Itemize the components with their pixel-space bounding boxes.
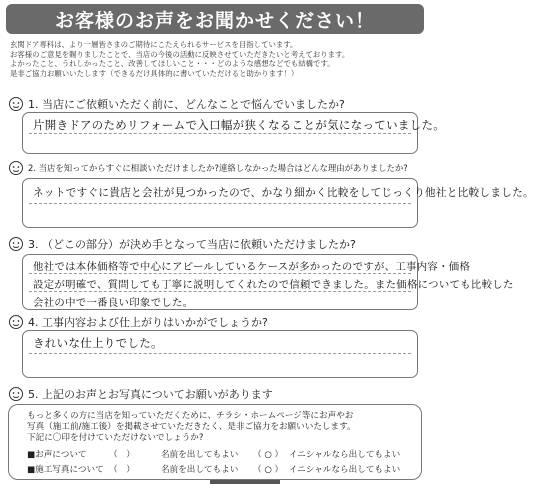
question-2 <box>8 160 408 176</box>
page-title: お客様のお声をお聞かせください！ <box>6 4 424 34</box>
request-line: 下記に〇印を付けていただけないでしょうか? <box>27 433 204 443</box>
answer-text: 設定が明確で、質問しても丁寧に説明してくれたので信頼できました。また価格についても比較した <box>33 279 514 291</box>
question-3 <box>8 236 356 252</box>
question-1 <box>8 96 345 112</box>
answer-text: 他社では本体価格等で中心にアピールしているケースが多かったのですが、工事内容・価格 <box>33 261 471 273</box>
question-label: 3. （どこの部分）が決め手となって当店に依頼いただけましたか? <box>28 238 356 251</box>
question-4 <box>8 314 268 330</box>
request-box <box>8 404 422 480</box>
question-label: 1. 当店にご依頼いただく前に、どんなことで悩んでいましたか? <box>28 98 345 111</box>
face-icon <box>8 236 24 252</box>
question-label: 4. 工事内容および仕上がりはいかがでしょうか? <box>28 316 268 329</box>
consent-initial-label: イニシャルなら出してもよい <box>289 465 401 475</box>
intro-line: お客様のご意見を賜りましたことで、当店の今後の活動に反映させていただきたいと考えております。 <box>10 49 350 59</box>
intro-line: 玄関ドア専科は、より一層皆さまのご期待にこたえられるサービスを目指しています。 <box>10 40 298 49</box>
answer-box-1 <box>22 112 446 154</box>
answer-box-2 <box>22 178 534 228</box>
question-label: 2. 当店を知ってからすぐに相談いただけましたか?連絡しなかった場合はどんな理由がありましたか? <box>28 163 408 173</box>
consent-name-check[interactable]: （ ） <box>109 465 135 475</box>
consent-name-label: 名前を出してもよい <box>161 450 239 460</box>
face-icon <box>8 386 24 402</box>
answer-text: きれいな仕上りでした。 <box>33 336 163 350</box>
intro-line: よかったこと、うれしかったこと、改善してほしいこと・・・どのような感想などでも結構です。 <box>10 59 335 69</box>
question-5 <box>8 386 273 402</box>
question-label: 5. 上記のお声とお写真についてお願いがあります <box>28 388 273 401</box>
consent-item: ■お声について <box>27 450 87 460</box>
consent-item: ■施工写真について <box>27 465 104 475</box>
request-text <box>27 411 356 444</box>
answer-text: 片開きドアのためリフォームで入口幅が狭くなることが気になっていました。 <box>33 118 446 132</box>
request-line: 写真（施工前/施工後）を掲載させていただきたく、是非ご協力をお願いいたします。 <box>27 422 356 432</box>
request-line: もっと多くの方に当店を知っていただくために、チラシ・ホームページ等にお声やお <box>27 411 354 421</box>
consent-initial-label: イニシャルなら出してもよい <box>289 450 401 460</box>
footer-tab <box>210 480 280 484</box>
face-icon <box>8 160 24 176</box>
answer-box-4 <box>22 330 418 378</box>
face-icon <box>8 96 24 112</box>
answer-text: 会社の中で一番良い印象でした。 <box>33 297 194 309</box>
intro-text <box>10 40 422 78</box>
answer-text: ネットですぐに貴店と会社が見つかったので、かなり細かく比較をしてじっくり他社と比較しました。 <box>33 187 534 199</box>
intro-line: 是非ご協力お願いいたします（できるだけ具体的に書いていただけると助かります！） <box>10 68 299 78</box>
consent-name-check[interactable]: （ ） <box>109 450 135 460</box>
answer-box-3 <box>22 254 514 310</box>
consent-initial-check[interactable]: （ ○ ） <box>253 450 284 460</box>
consent-row-voice <box>27 448 400 460</box>
consent-row-photo <box>27 463 400 475</box>
consent-initial-check[interactable]: （ ○ ） <box>253 465 284 475</box>
face-icon <box>8 314 24 330</box>
consent-name-label: 名前を出してもよい <box>161 465 239 475</box>
